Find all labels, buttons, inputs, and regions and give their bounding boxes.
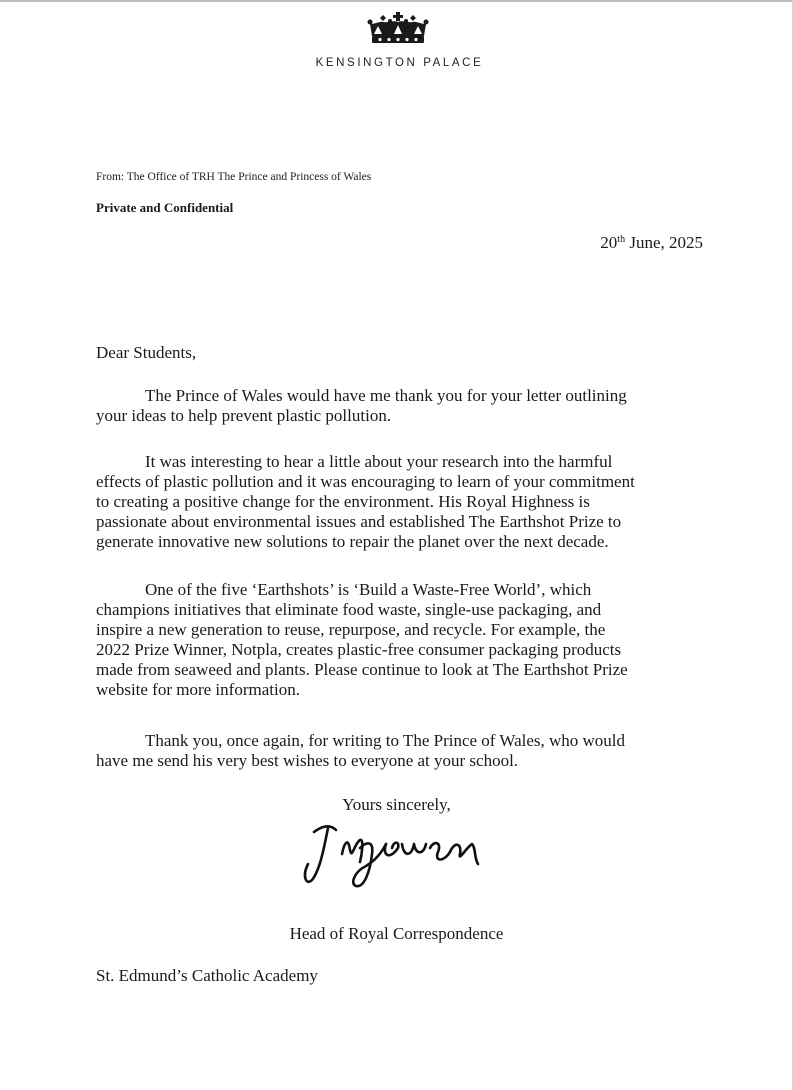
date-day: 20 — [600, 233, 618, 252]
paragraph-line: It was interesting to hear a little about your research into the harmful — [145, 452, 613, 471]
from-line: From: The Office of TRH The Prince and Princess of Wales — [96, 171, 372, 183]
paragraph-line: The Prince of Wales would have me thank you for your letter outlining — [145, 386, 627, 405]
salutation: Dear Students, — [96, 343, 197, 362]
letter-date — [600, 233, 703, 253]
paragraph-line: generate innovative new solutions to repair the planet over the next decade. — [96, 531, 609, 551]
body-paragraph — [96, 580, 716, 699]
body-paragraph — [96, 452, 716, 552]
letterhead-palace-name: KENSINGTON PALACE — [315, 57, 484, 69]
handwritten-signature-icon — [294, 814, 494, 894]
paragraph-line: passionate about environmental issues and established The Earthshot Prize to — [96, 511, 622, 531]
paragraph-line: Thank you, once again, for writing to The Prince of Wales, who would — [145, 731, 626, 750]
recipient-school: St. Edmund’s Catholic Academy — [96, 966, 318, 985]
paragraph-line: 2022 Prize Winner, Notpla, creates plastic-free consumer packaging products — [96, 639, 622, 659]
paragraph-line: website for more information. — [96, 679, 300, 699]
paragraph-line: your ideas to help prevent plastic pollution. — [96, 405, 392, 425]
date-suffix: th — [617, 234, 626, 245]
signatory-title: Head of Royal Correspondence — [289, 924, 504, 943]
page-top-edge — [0, 0, 793, 2]
paragraph-line: made from seaweed and plants. Please continue to look at The Earthshot Prize — [96, 659, 628, 679]
paragraph-line: to creating a positive change for the environment. His Royal Highness is — [96, 491, 590, 511]
sign-off: Yours sincerely, — [342, 795, 451, 814]
confidentiality-label: Private and Confidential — [96, 200, 234, 215]
paragraph-line: One of the five ‘Earthshots’ is ‘Build a Waste-Free World’, which — [145, 580, 592, 599]
date-month-year: June, 2025 — [625, 233, 703, 252]
paragraph-line: champions initiatives that eliminate food waste, single-use packaging, and — [96, 599, 602, 619]
body-paragraph — [96, 386, 716, 426]
body-paragraph — [96, 731, 716, 771]
paragraph-line: have me send his very best wishes to everyone at your school. — [96, 750, 519, 770]
paragraph-line: inspire a new generation to reuse, repurpose, and recycle. For example, the — [96, 619, 606, 639]
royal-crown-icon — [366, 12, 430, 48]
paragraph-line: effects of plastic pollution and it was encouraging to learn of your commitment — [96, 471, 635, 491]
